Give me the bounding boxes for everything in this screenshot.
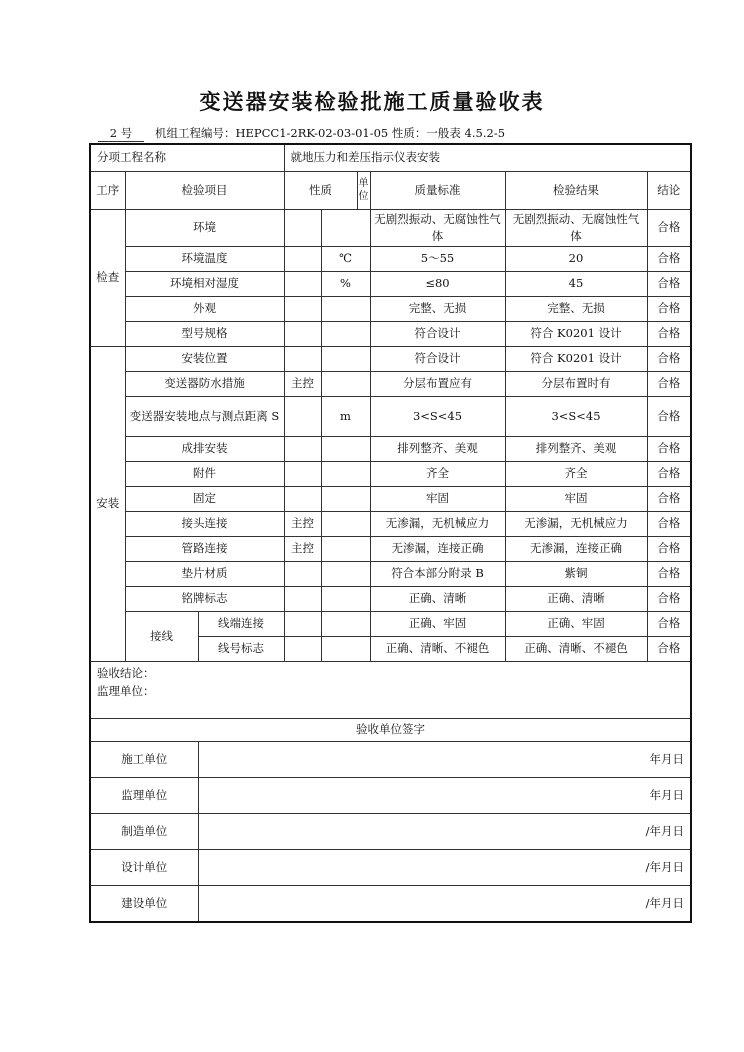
conclusion-cell: 合格 — [647, 536, 691, 561]
unit-cell — [321, 536, 370, 561]
unit-cell — [321, 486, 370, 511]
nature-cell — [284, 486, 321, 511]
item-cell: 成排安装 — [125, 436, 284, 461]
nature-cell — [284, 346, 321, 371]
conclusion-cell: 合格 — [647, 611, 691, 636]
result-cell: 符合 K0201 设计 — [505, 346, 647, 371]
subproject-value: 就地压力和差压指示仪表安装 — [284, 144, 691, 171]
signature-row — [90, 849, 691, 885]
item-cell: 附件 — [125, 461, 284, 486]
project-code: 机组工程编号：HEPCC1-2RK-02-03-01-05 — [154, 126, 389, 140]
group-check: 检查 — [90, 209, 125, 346]
header-item: 检验项目 — [125, 171, 284, 209]
table-row — [90, 561, 691, 586]
supervisor-label: 监理单位： — [97, 683, 155, 698]
unit-cell — [321, 371, 370, 396]
unit-cell — [321, 636, 370, 661]
result-cell: 45 — [505, 271, 647, 296]
item-cell: 管路连接 — [125, 536, 284, 561]
conclusion-label: 验收结论： — [97, 665, 155, 680]
nature-cell — [284, 209, 321, 246]
nature-cell — [284, 246, 321, 271]
unit-cell — [321, 511, 370, 536]
conclusion-cell: 合格 — [647, 321, 691, 346]
item-cell: 铭牌标志 — [125, 586, 284, 611]
table-row — [90, 511, 691, 536]
unit-cell: m — [321, 396, 370, 436]
inspection-table — [89, 143, 692, 923]
header-standard: 质量标准 — [370, 171, 505, 209]
standard-cell: 符合本部分附录 B — [370, 561, 505, 586]
unit-cell — [321, 461, 370, 486]
table-row — [90, 371, 691, 396]
table-row — [90, 611, 691, 636]
table-row — [90, 396, 691, 436]
unit-cell — [321, 611, 370, 636]
nature-cell: 主控 — [284, 371, 321, 396]
result-cell: 正确、清晰、不褪色 — [505, 636, 647, 661]
item-cell: 线端连接 — [198, 611, 284, 636]
nature-cell — [284, 396, 321, 436]
table-row — [90, 209, 691, 246]
result-cell: 正确、清晰 — [505, 586, 647, 611]
table-row — [90, 436, 691, 461]
result-cell: 20 — [505, 246, 647, 271]
standard-cell: ≤80 — [370, 271, 505, 296]
item-cell: 固定 — [125, 486, 284, 511]
unit-cell — [321, 321, 370, 346]
conclusion-cell: 合格 — [647, 636, 691, 661]
table-row — [90, 246, 691, 271]
signature-row — [90, 813, 691, 849]
result-cell: 完整、无损 — [505, 296, 647, 321]
table-row — [90, 486, 691, 511]
conclusion-cell: 合格 — [647, 296, 691, 321]
signature-unit: 监理单位 — [90, 777, 198, 813]
nature-cell — [284, 271, 321, 296]
signature-date[interactable]: /年月日 — [198, 849, 691, 885]
header-process: 工序 — [90, 171, 125, 209]
signature-date[interactable]: /年月日 — [198, 813, 691, 849]
table-row — [90, 586, 691, 611]
table-row — [90, 321, 691, 346]
result-cell: 正确、牢固 — [505, 611, 647, 636]
conclusion-cell: 合格 — [647, 246, 691, 271]
item-cell: 垫片材质 — [125, 561, 284, 586]
item-cell: 型号规格 — [125, 321, 284, 346]
result-cell: 排列整齐、美观 — [505, 436, 647, 461]
conclusion-cell: 合格 — [647, 561, 691, 586]
result-cell: 齐全 — [505, 461, 647, 486]
standard-cell: 5～55 — [370, 246, 505, 271]
header-nature: 性质 — [284, 171, 357, 209]
standard-cell: 分层布置应有 — [370, 371, 505, 396]
signature-title: 验收单位签字 — [90, 718, 691, 741]
signature-unit: 设计单位 — [90, 849, 198, 885]
nature-cell — [284, 461, 321, 486]
standard-cell: 3<S<45 — [370, 396, 505, 436]
item-cell: 环境 — [125, 209, 284, 246]
conclusion-cell: 合格 — [647, 436, 691, 461]
unit-cell — [321, 209, 370, 246]
unit-no: 2 号 — [98, 125, 144, 142]
result-cell: 无剧烈振动、无腐蚀性气体 — [505, 209, 647, 246]
table-row — [90, 271, 691, 296]
unit-cell — [321, 586, 370, 611]
header-conclusion: 结论 — [647, 171, 691, 209]
signature-date[interactable]: /年月日 — [198, 885, 691, 922]
standard-cell: 无渗漏，无机械应力 — [370, 511, 505, 536]
unit-cell: % — [321, 271, 370, 296]
nature-cell — [284, 436, 321, 461]
group-install: 安装 — [90, 346, 125, 661]
result-cell: 牢固 — [505, 486, 647, 511]
nature-cell — [284, 321, 321, 346]
nature-cell — [284, 561, 321, 586]
nature-cell — [284, 586, 321, 611]
result-cell: 无渗漏，连接正确 — [505, 536, 647, 561]
item-cell: 变送器安装地点与测点距离 S — [125, 396, 284, 436]
standard-cell: 排列整齐、美观 — [370, 436, 505, 461]
signature-unit: 施工单位 — [90, 741, 198, 777]
standard-cell: 齐全 — [370, 461, 505, 486]
standard-cell: 正确、清晰 — [370, 586, 505, 611]
item-cell: 变送器防水措施 — [125, 371, 284, 396]
table-row — [90, 536, 691, 561]
standard-cell: 完整、无损 — [370, 296, 505, 321]
item-cell: 环境温度 — [125, 246, 284, 271]
conclusion-cell: 合格 — [647, 511, 691, 536]
unit-cell — [321, 296, 370, 321]
subproject-label: 分项工程名称 — [90, 144, 284, 171]
conclusion-cell: 合格 — [647, 396, 691, 436]
nature-cell: 主控 — [284, 511, 321, 536]
conclusion-cell: 合格 — [647, 209, 691, 246]
signature-unit: 建设单位 — [90, 885, 198, 922]
standard-cell: 正确、清晰、不褪色 — [370, 636, 505, 661]
signature-unit: 制造单位 — [90, 813, 198, 849]
standard-cell: 牢固 — [370, 486, 505, 511]
table-row — [90, 296, 691, 321]
group-wiring: 接线 — [125, 611, 198, 661]
table-row — [90, 461, 691, 486]
item-cell: 安装位置 — [125, 346, 284, 371]
unit-cell — [321, 561, 370, 586]
item-cell: 环境相对湿度 — [125, 271, 284, 296]
signature-date[interactable]: 年月日 — [198, 741, 691, 777]
item-cell: 线号标志 — [198, 636, 284, 661]
table-row — [90, 346, 691, 371]
conclusion-cell: 合格 — [647, 461, 691, 486]
nature-cell — [284, 636, 321, 661]
conclusion-cell: 合格 — [647, 271, 691, 296]
nature-cell — [284, 611, 321, 636]
result-cell: 3<S<45 — [505, 396, 647, 436]
conclusion-cell: 合格 — [647, 586, 691, 611]
conclusion-cell: 合格 — [647, 346, 691, 371]
result-cell: 分层布置时有 — [505, 371, 647, 396]
conclusion-cell: 合格 — [647, 486, 691, 511]
header-unit: 单位 — [357, 171, 370, 209]
standard-cell: 符合设计 — [370, 321, 505, 346]
item-cell: 外观 — [125, 296, 284, 321]
unit-cell: ℃ — [321, 246, 370, 271]
acceptance-conclusion — [90, 661, 691, 718]
item-cell: 接头连接 — [125, 511, 284, 536]
signature-row — [90, 885, 691, 922]
conclusion-cell: 合格 — [647, 371, 691, 396]
standard-cell: 正确、牢固 — [370, 611, 505, 636]
nature-cell: 主控 — [284, 536, 321, 561]
result-cell: 紫铜 — [505, 561, 647, 586]
header-result: 检验结果 — [505, 171, 647, 209]
standard-cell: 无剧烈振动、无腐蚀性气体 — [370, 209, 505, 246]
result-cell: 符合 K0201 设计 — [505, 321, 647, 346]
standard-cell: 符合设计 — [370, 346, 505, 371]
signature-date[interactable]: 年月日 — [198, 777, 691, 813]
unit-cell — [321, 346, 370, 371]
form-nature: 性质：一般表 4.5.2-5 — [391, 126, 506, 140]
page-title: 变送器安装检验批施工质量验收表 — [199, 90, 545, 114]
standard-cell: 无渗漏，连接正确 — [370, 536, 505, 561]
nature-cell — [284, 296, 321, 321]
meta-line — [98, 125, 505, 142]
signature-row — [90, 777, 691, 813]
result-cell: 无渗漏，无机械应力 — [505, 511, 647, 536]
signature-row — [90, 741, 691, 777]
unit-cell — [321, 436, 370, 461]
